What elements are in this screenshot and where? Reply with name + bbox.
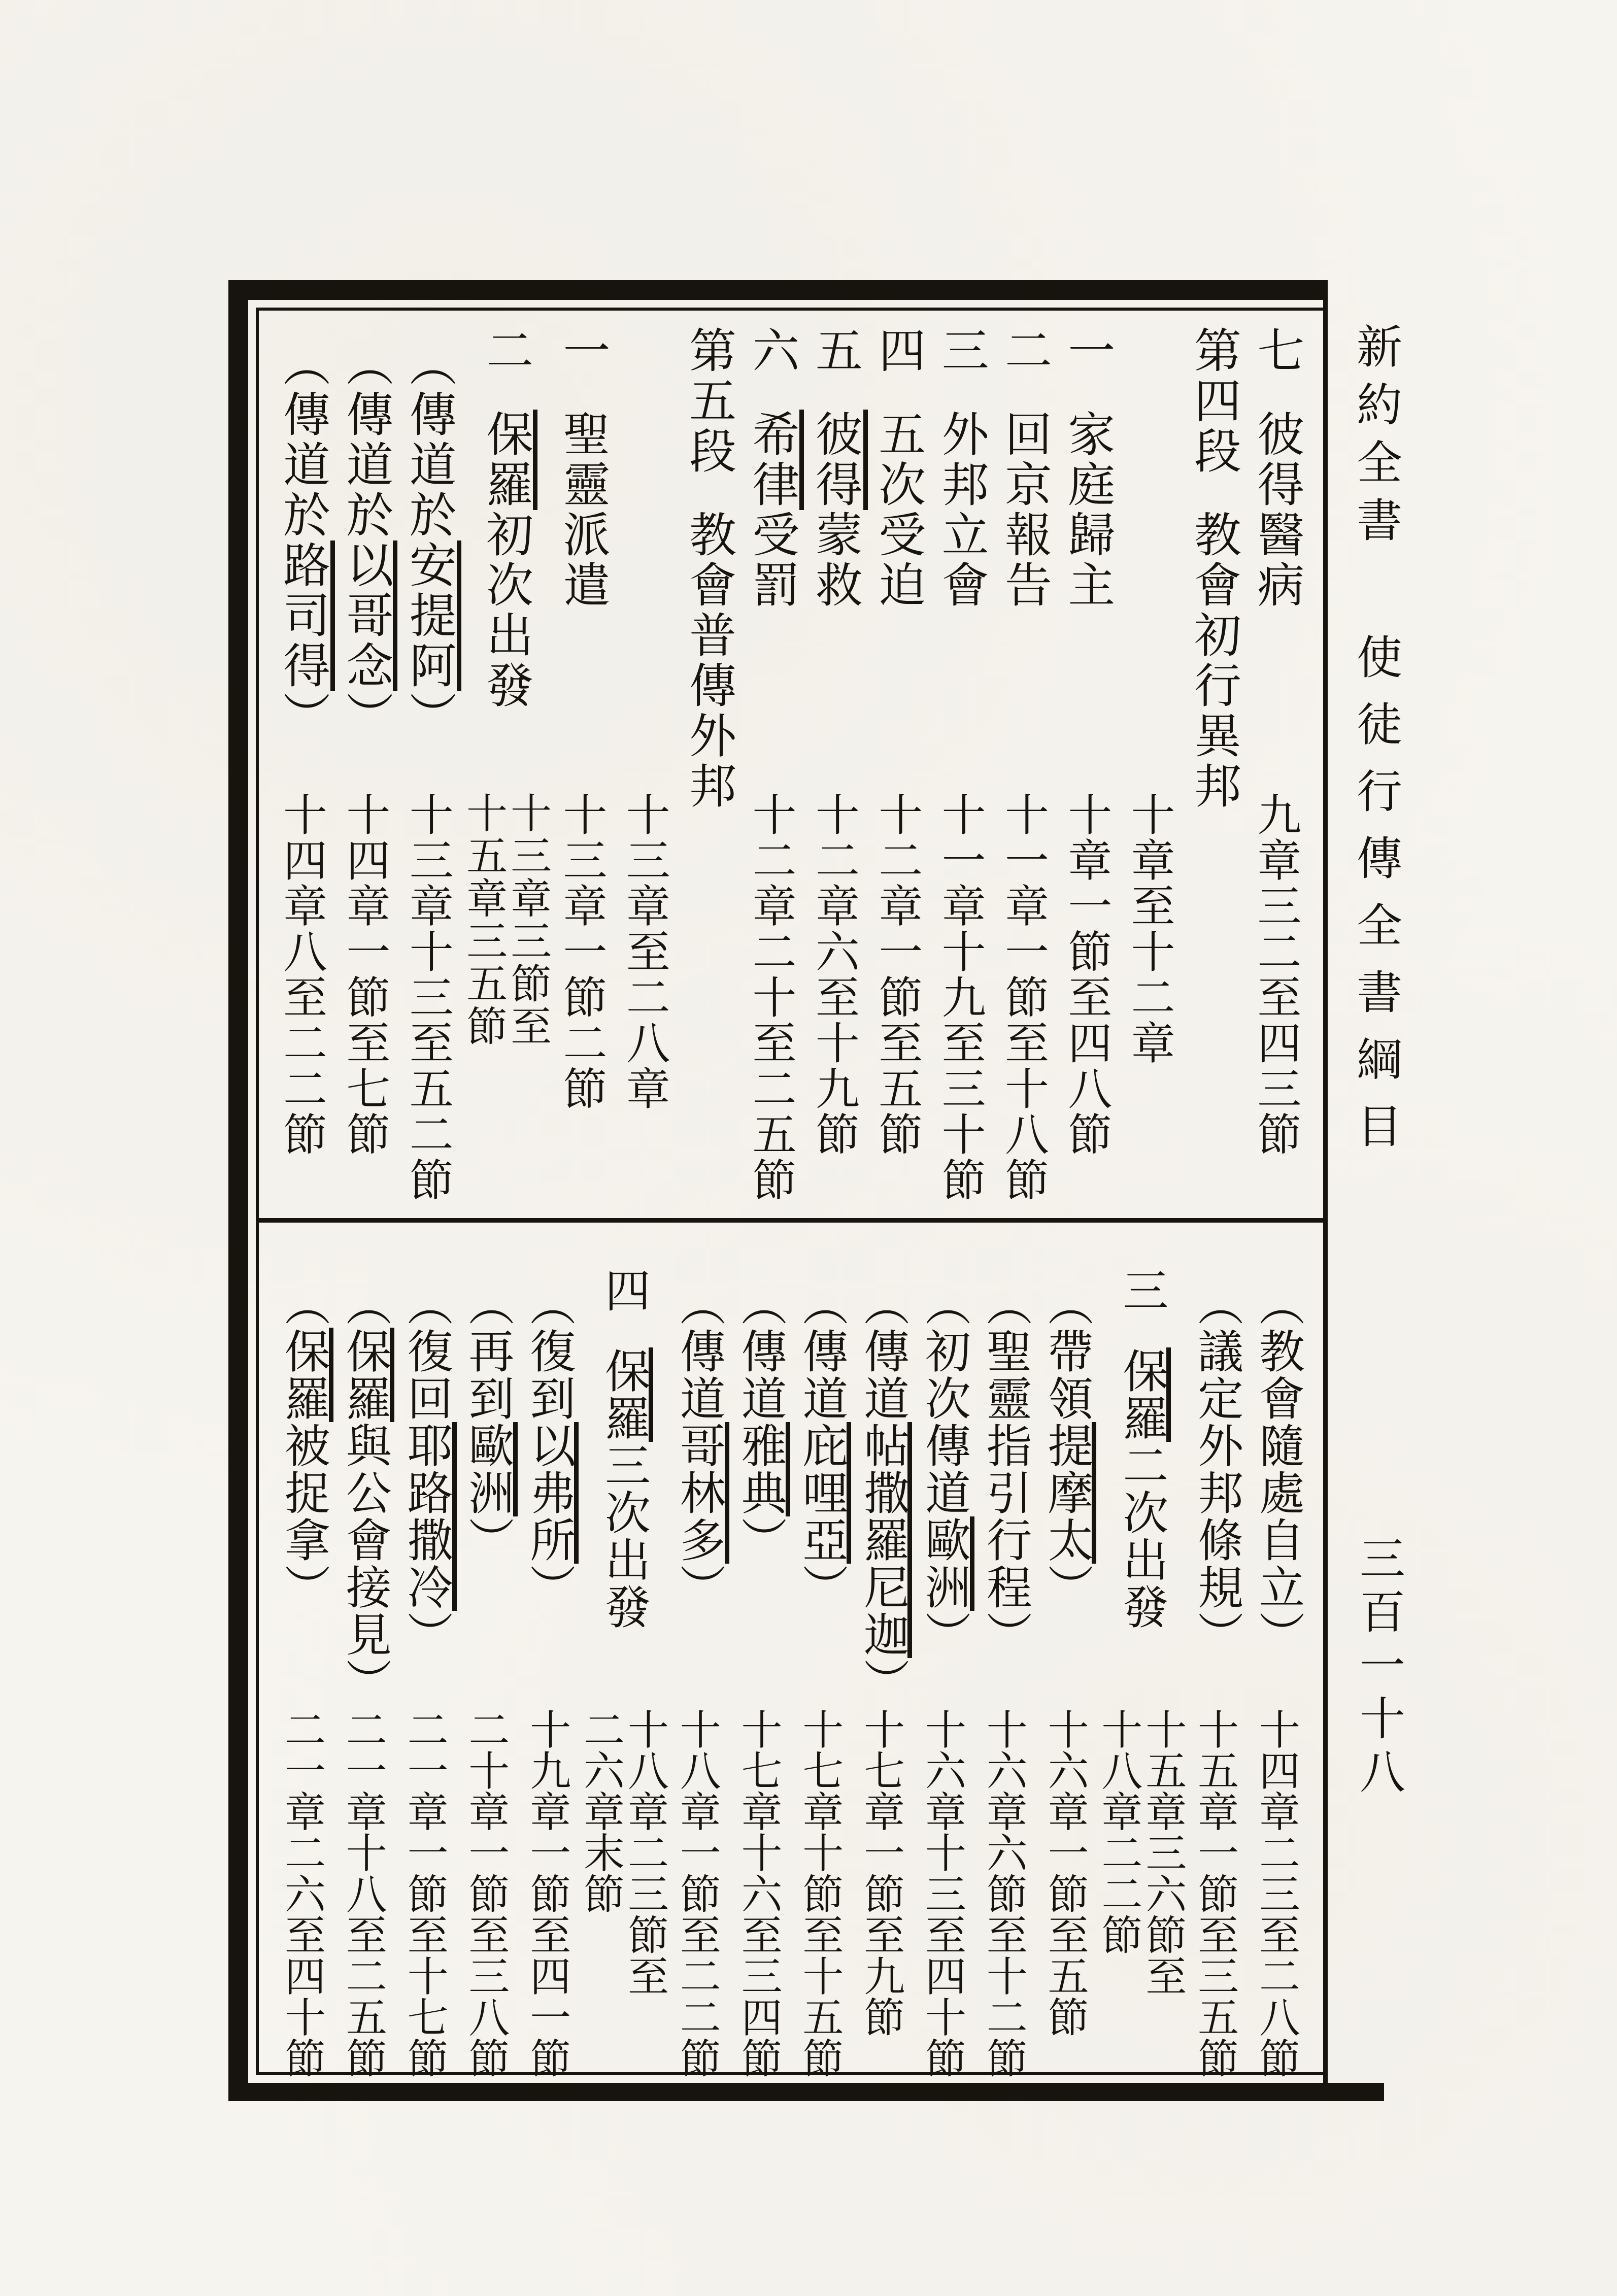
- entry-verse-ref: 二一章十八至二五節: [340, 1708, 386, 2078]
- entry-verse-ref: 十六章六節至十二節: [980, 1708, 1026, 2078]
- entry-verse-ref: 十一章十九至三十節: [935, 792, 985, 1203]
- proper-noun: 保羅: [1115, 1347, 1171, 1442]
- entry-verse-ref: 十八章一節至二二節: [673, 1708, 720, 2078]
- book-subtitle: 使徒行傳全書綱目: [1349, 633, 1399, 1169]
- toc-entry: [993, 326, 1054, 1212]
- margin-running-title: [1340, 323, 1407, 1169]
- entry-heading-pre: 家庭歸主: [1060, 410, 1114, 611]
- entry-ordinal: 第四段: [1187, 326, 1240, 477]
- entry-heading-pre: （傳道: [672, 1280, 723, 1422]
- entry-ordinal: 二: [479, 326, 532, 376]
- entry-heading-post: ）: [522, 1564, 573, 1611]
- entry-heading: [850, 1267, 911, 1705]
- upper-toc-block: [271, 326, 1306, 1212]
- entry-ordinal: 七: [1250, 326, 1303, 376]
- toc-entry: [578, 1267, 666, 2089]
- entry-heading: [803, 326, 864, 611]
- entry-verse-ref: 十六章一節至五節: [1041, 1708, 1088, 2037]
- entry-heading-post: ）: [276, 691, 329, 741]
- proper-noun: 歐洲: [918, 1516, 974, 1611]
- proper-noun: 提摩太: [1040, 1422, 1097, 1564]
- entry-heading-pre: （傳道: [733, 1280, 784, 1422]
- entry-ordinal: 五: [807, 326, 861, 376]
- toc-section-entry: [677, 326, 738, 1212]
- entry-heading-post: 初次出發: [479, 510, 532, 711]
- entry-verse-ref: 十六章十三至四十節: [919, 1708, 965, 2078]
- entry-verse-ref: 十二章一節至五節: [872, 792, 922, 1157]
- entry-heading: [334, 326, 395, 741]
- entry-heading-post: 二次出發: [1115, 1442, 1166, 1631]
- proper-noun: 耶路撒冷: [400, 1422, 456, 1611]
- proper-noun: 哥林多: [672, 1422, 729, 1564]
- proper-noun: 保羅: [479, 410, 538, 510]
- entry-ordinal: 一: [555, 326, 609, 376]
- entry-ordinal: 六: [745, 326, 798, 376]
- entry-heading-post: ）: [672, 1564, 723, 1611]
- entry-heading-post: ）: [733, 1516, 784, 1564]
- entry-verse-ref: [1095, 1708, 1184, 1996]
- entry-verse-ref: 十七章十節至十五節: [796, 1708, 843, 2078]
- entry-heading: [394, 1267, 455, 1658]
- entry-heading: [1245, 326, 1306, 611]
- toc-sub-entry: [850, 1267, 911, 2089]
- toc-entry: [1095, 1267, 1184, 2089]
- entry-ordinal: 二: [997, 326, 1051, 376]
- entry-heading-pre: （傳道於: [401, 340, 455, 541]
- entry-heading: [271, 326, 332, 741]
- entry-heading: [551, 326, 612, 611]
- entry-verse-ref: 十二章六至十九節: [809, 792, 858, 1157]
- entry-heading: [1056, 326, 1117, 611]
- toc-ref-lane: [614, 326, 675, 1212]
- entry-heading-post: ）: [401, 691, 455, 741]
- entry-heading-post: 與公會接見）: [338, 1422, 389, 1705]
- verse-ref-line-2: 二六章末節: [577, 1708, 623, 1914]
- entry-heading-post: ）: [795, 1564, 846, 1611]
- entry-heading-post: ）: [917, 1611, 968, 1658]
- entry-heading-pre: （聖靈指引行程）: [979, 1280, 1029, 1658]
- entry-heading-post: 蒙救: [807, 510, 861, 611]
- toc-sub-entry: [1245, 1267, 1306, 2089]
- entry-heading-pre: 教會普傳外邦: [682, 510, 735, 812]
- entry-heading: [866, 326, 927, 611]
- entry-verse-ref: 十五章一節至三五節: [1192, 1708, 1238, 2078]
- proper-noun: 以哥念: [339, 541, 398, 691]
- entry-heading: [1034, 1267, 1095, 1611]
- entry-verse-ref: 十三章十三至五二節: [403, 792, 452, 1203]
- bottom-border-extension: [1323, 2083, 1384, 2101]
- toc-entry: [460, 326, 549, 1212]
- entry-heading-post: ）: [461, 1516, 512, 1564]
- book-title: 新約全書: [1349, 323, 1399, 554]
- entry-heading-pre: 外邦立會: [934, 410, 988, 611]
- entry-heading: [1245, 1267, 1306, 1658]
- toc-sub-entry: [1034, 1267, 1095, 2089]
- entry-heading: [912, 1267, 972, 1658]
- toc-ref-lane: [1119, 326, 1180, 1212]
- entry-heading-pre: （復回: [399, 1280, 450, 1422]
- toc-entry: [551, 326, 612, 1212]
- proper-noun: 安提阿: [402, 541, 461, 691]
- proper-noun: 帖撒羅尼迦: [856, 1422, 913, 1658]
- proper-noun: 保羅: [597, 1347, 654, 1442]
- entry-heading-pre: （復到: [522, 1280, 573, 1422]
- toc-entry: [930, 326, 991, 1212]
- toc-sub-entry: [516, 1267, 577, 2089]
- entry-heading-pre: （: [277, 1280, 327, 1328]
- entry-verse-ref: 十章至十二章: [1125, 792, 1174, 1066]
- entry-ordinal: 四: [871, 326, 925, 376]
- page-number: 三百一十八: [1352, 1535, 1402, 1801]
- toc-entry: [803, 326, 864, 1212]
- entry-heading-pre: （傳道於: [339, 340, 392, 541]
- entry-verse-ref: 十章一節至四八節: [1062, 792, 1111, 1157]
- entry-heading-pre: （傳道: [795, 1280, 846, 1422]
- entry-heading: [474, 326, 535, 711]
- verse-ref-line-2: 十五章三五節: [460, 792, 507, 1048]
- proper-noun: 庇哩亞: [795, 1422, 851, 1564]
- entry-heading: [1182, 326, 1243, 812]
- entry-heading-pre: （初次傳道: [917, 1280, 968, 1516]
- entry-heading: [789, 1267, 850, 1611]
- verse-ref-line-1: 十五章三六節至: [1139, 1708, 1186, 1996]
- toc-sub-entry: [973, 1267, 1034, 2089]
- entry-heading-pre: （傳道: [856, 1280, 907, 1422]
- entry-ordinal: 一: [1060, 326, 1114, 376]
- toc-sub-entry: [394, 1267, 455, 2089]
- toc-entry: [1056, 326, 1117, 1212]
- entry-heading: [677, 326, 738, 812]
- entry-heading: [930, 326, 991, 611]
- entry-heading-post: 被捉拿）: [277, 1422, 327, 1611]
- toc-sub-entry: [1184, 1267, 1245, 2089]
- entry-ordinal: 四: [597, 1267, 648, 1314]
- entry-heading: [332, 1267, 393, 1705]
- proper-noun: 雅典: [734, 1422, 790, 1516]
- entry-verse-ref: 十一章一節至十八節: [998, 792, 1048, 1203]
- proper-noun: 保羅: [339, 1328, 395, 1422]
- proper-noun: 希律: [745, 410, 804, 510]
- entry-heading: [666, 1267, 727, 1611]
- entry-ordinal: 第五段: [682, 326, 735, 477]
- toc-entry: [740, 326, 801, 1212]
- entry-verse-ref: 十四章八至二二節: [277, 792, 326, 1157]
- entry-heading: [740, 326, 801, 611]
- entry-verse-ref: 十二章二十至二五節: [746, 792, 795, 1203]
- entry-verse-ref: 二一章二六至四十節: [279, 1708, 324, 2078]
- mid-divider-line: [259, 1218, 1323, 1223]
- entry-ordinal: 三: [934, 326, 988, 376]
- entry-verse-ref: 十三章一節二節: [557, 792, 606, 1111]
- entry-heading-pre: （: [338, 1280, 389, 1328]
- entry-heading: [973, 1267, 1034, 1658]
- lower-toc-block: [271, 1267, 1306, 2089]
- entry-verse-ref: 十四章一節至七節: [340, 792, 389, 1157]
- entry-heading-post: 彼得醫病: [1250, 410, 1303, 611]
- entry-heading-pre: 五次受迫: [871, 410, 925, 611]
- toc-sub-entry: [455, 1267, 516, 2089]
- entry-heading-post: ）: [399, 1611, 450, 1658]
- entry-heading-pre: （再到: [461, 1280, 512, 1422]
- entry-heading: [516, 1267, 577, 1611]
- entry-heading: [728, 1267, 789, 1564]
- toc-sub-entry: [271, 326, 332, 1212]
- entry-heading-pre: 聖靈派遣: [555, 410, 609, 611]
- entry-heading-post: ）: [1040, 1564, 1091, 1611]
- toc-sub-entry: [666, 1267, 727, 2089]
- entry-heading: [1184, 1267, 1245, 1658]
- entry-heading-post: ）: [856, 1658, 907, 1705]
- entry-verse-ref: 十九章一節至四一節: [524, 1708, 570, 2078]
- entry-heading: [455, 1267, 516, 1564]
- entry-heading-pre: （帶領: [1040, 1280, 1091, 1422]
- entry-heading-post: 受罰: [745, 510, 798, 611]
- proper-noun: 歐洲: [461, 1422, 517, 1516]
- entry-heading: [1109, 1267, 1170, 1631]
- toc-sub-entry: [397, 326, 458, 1212]
- entry-heading: [397, 326, 458, 741]
- entry-verse-ref: 十七章十六至三四節: [735, 1708, 781, 2078]
- entry-heading-post: 三次出發: [597, 1442, 648, 1631]
- proper-noun: 保羅: [277, 1328, 333, 1422]
- verse-ref-line-2: 十八章二二節: [1095, 1708, 1141, 1955]
- toc-sub-entry: [332, 1267, 393, 2089]
- proper-noun: 彼得: [808, 410, 867, 510]
- toc-entry: [1245, 326, 1306, 1212]
- entry-verse-ref: 十四章二三至二八節: [1253, 1708, 1299, 2078]
- entry-verse-ref: [460, 792, 549, 1048]
- proper-noun: 以弗所: [522, 1422, 579, 1564]
- entry-verse-ref: 二十章一節至三八節: [462, 1708, 509, 2078]
- entry-verse-ref: 九章三二至四三節: [1251, 792, 1300, 1157]
- toc-sub-entry: [728, 1267, 789, 2089]
- entry-heading: [993, 326, 1054, 611]
- entry-verse-ref: 十七章一節至九節: [858, 1708, 904, 2037]
- entry-heading-post: ）: [339, 691, 392, 741]
- entry-verse-ref: [578, 1708, 666, 1996]
- entry-verse-ref: 二一章一節至十七節: [401, 1708, 447, 2078]
- toc-sub-entry: [271, 1267, 332, 2089]
- entry-heading: [271, 1267, 332, 1611]
- entry-verse-ref: 十三章至二八章: [620, 792, 669, 1111]
- entry-heading-pre: 回京報告: [997, 410, 1051, 611]
- toc-section-entry: [1182, 326, 1243, 1212]
- entry-heading-pre: （傳道於: [276, 340, 329, 541]
- entry-ordinal: 三: [1115, 1267, 1166, 1314]
- entry-heading: [591, 1267, 652, 1631]
- toc-sub-entry: [789, 1267, 850, 2089]
- proper-noun: 路司得: [276, 541, 335, 691]
- toc-entry: [866, 326, 927, 1212]
- toc-sub-entry: [334, 326, 395, 1212]
- entry-heading-pre: 教會初行異邦: [1187, 510, 1240, 812]
- verse-ref-line-1: 十三章三節至: [504, 792, 551, 1048]
- entry-heading-pre: （議定外邦條規）: [1190, 1280, 1241, 1658]
- toc-sub-entry: [912, 1267, 972, 2089]
- entry-heading-pre: （教會隨處自立）: [1251, 1280, 1302, 1658]
- verse-ref-line-1: 十八章二三節至: [621, 1708, 667, 1996]
